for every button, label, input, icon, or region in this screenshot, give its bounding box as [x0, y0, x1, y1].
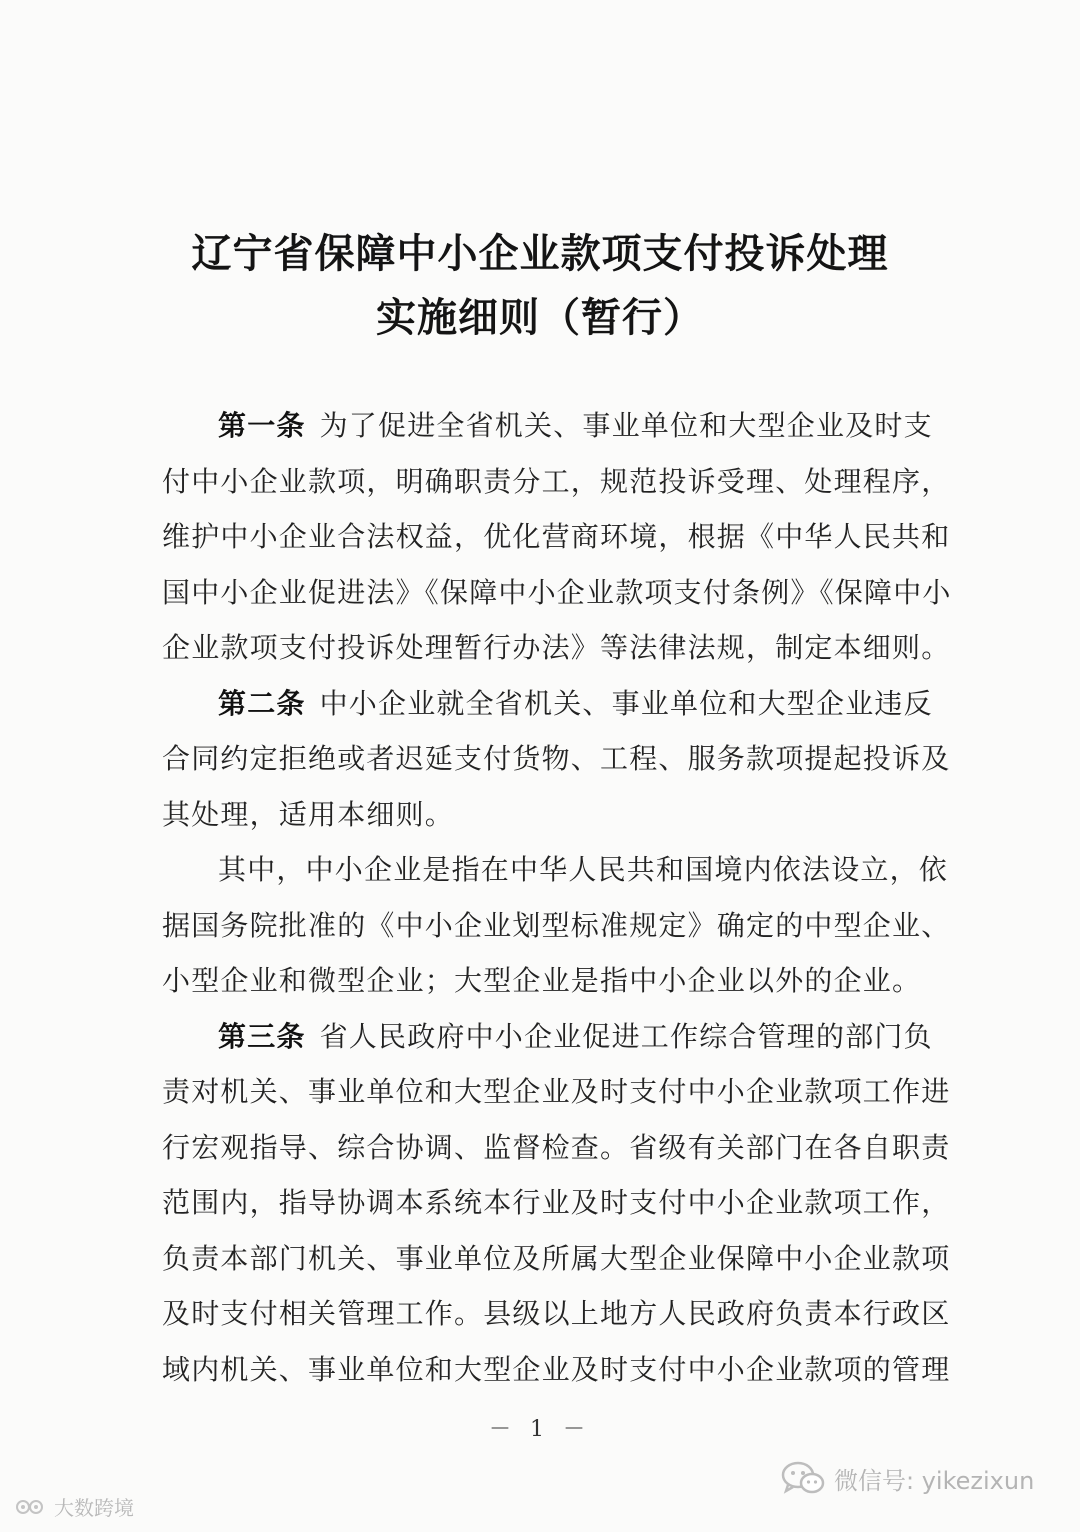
- article-1-line-4: 国中小企业促进法》《保障中小企业款项支付条例》《保障中小: [162, 575, 952, 609]
- brand-watermark: [14, 1492, 134, 1521]
- article-3-line-2: 责对机关、事业单位和大型企业及时支付中小企业款项工作进: [162, 1075, 951, 1108]
- article-1-label: 第一条: [218, 409, 306, 442]
- article-1-line-2: 付中小企业款项，明确职责分工，规范投诉受理、处理程序，: [162, 464, 951, 498]
- article-1-line-3: 维护中小企业合法权益，优化营商环境，根据《中华人民共和: [162, 520, 951, 553]
- dashu-logo-icon: [14, 1496, 48, 1518]
- article-2-line-2: 合同约定拒绝或者迟延支付货物、工程、服务款项提起投诉及: [162, 742, 951, 775]
- article-3-line-4: 范围内，指导协调本系统本行业及时支付中小企业款项工作，: [162, 1186, 951, 1219]
- paragraph-line-1: 其中，中小企业是指在中华人民共和国境内依法设立，依: [218, 853, 949, 886]
- article-3-line-6: 及时支付相关管理工作。县级以上地方人民政府负责本行政区: [162, 1297, 951, 1330]
- article-2-line-3: 其处理，适用本细则。: [162, 797, 455, 831]
- article-3-line-1: 第三条 省人民政府中小企业促进工作综合管理的部门负: [218, 1019, 933, 1053]
- paragraph-line-2: 据国务院批准的《中小企业划型标准规定》确定的中型企业、: [162, 908, 951, 942]
- article-3-line-5: 负责本部门机关、事业单位及所属大型企业保障中小企业款项: [162, 1241, 951, 1275]
- wechat-id-text: 微信号: yikezixun: [834, 1466, 1035, 1495]
- article-2-label: 第二条: [218, 686, 306, 720]
- document-title-line-2: 实施细则（暂行）: [376, 295, 704, 341]
- wechat-icon: [780, 1460, 826, 1496]
- brand-watermark-text: 大数跨境: [54, 1496, 134, 1520]
- article-1-line-1: 第一条 为了促进全省机关、事业单位和大型企业及时支: [218, 409, 933, 442]
- article-3-line-3: 行宏观指导、综合协调、监督检查。省级有关部门在各自职责: [162, 1130, 951, 1164]
- article-3-label: 第三条: [218, 1019, 306, 1053]
- wechat-watermark: [780, 1460, 1034, 1496]
- paragraph-line-3: 小型企业和微型企业；大型企业是指中小企业以外的企业。: [162, 964, 922, 997]
- document-body: [162, 398, 952, 1397]
- article-3-line-7: 域内机关、事业单位和大型企业及时支付中小企业款项的管理: [162, 1352, 951, 1386]
- article-1-line-5: 企业款项支付投诉处理暂行办法》等法律法规，制定本细则。: [162, 631, 951, 664]
- article-2-line-1: 第二条 中小企业就全省机关、事业单位和大型企业违反: [218, 686, 933, 720]
- document-title-line-1: 辽宁省保障中小企业款项支付投诉处理: [191, 231, 889, 277]
- page-number: － 1 －: [489, 1417, 591, 1442]
